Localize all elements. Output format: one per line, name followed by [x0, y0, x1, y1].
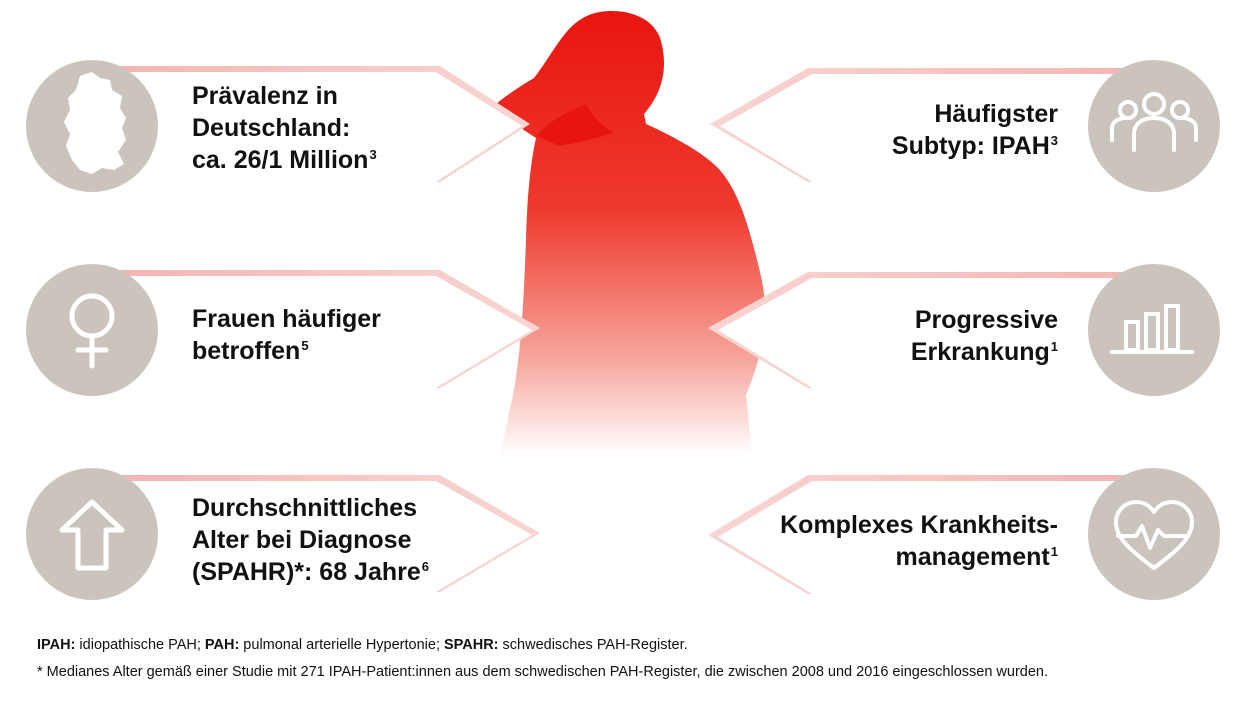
- person-silhouette: [496, 11, 765, 455]
- reference-number: 3: [369, 146, 377, 162]
- abbreviation-term: SPAHR:: [444, 637, 499, 653]
- card-management: [780, 509, 1058, 573]
- reference-number: 1: [1050, 543, 1058, 559]
- card-women: [192, 303, 381, 367]
- card-line: Deutschland:: [192, 114, 351, 142]
- card-line: Alter bei Diagnose: [192, 526, 412, 554]
- footnotes: [37, 632, 1048, 686]
- card-line: Häufigster: [934, 100, 1058, 128]
- card-line: Prävalenz in: [192, 82, 338, 110]
- card-line: (SPAHR)*: 68 Jahre: [192, 558, 421, 586]
- abbreviation-term: PAH:: [204, 637, 240, 653]
- median-age-note: * Medianes Alter gemäß einer Studie mit 271 IPAH-Patient:innen aus dem schwedischen PAH-Register, die zwischen 2008 und 2016 eingeschlossen wurden.: [37, 664, 1049, 680]
- card-line: Komplexes Krankheits-: [780, 511, 1058, 539]
- card-line: Subtyp: IPAH: [891, 132, 1050, 160]
- card-line: ca. 26/1 Million: [192, 146, 369, 174]
- reference-number: 1: [1050, 338, 1058, 354]
- card-line: Frauen häufiger: [192, 305, 381, 333]
- reference-number: 3: [1050, 132, 1058, 148]
- card-line: Progressive: [914, 306, 1058, 334]
- icon-circle: [1088, 468, 1220, 600]
- icon-circle: [26, 264, 158, 396]
- abbreviation-text: schwedisches PAH-Register.: [498, 637, 688, 653]
- abbreviations-line: [37, 632, 1048, 659]
- reference-number: 6: [421, 558, 430, 574]
- reference-number: 5: [301, 337, 309, 353]
- icon-circle: [1088, 60, 1220, 192]
- card-line: management: [895, 543, 1050, 571]
- card-subtype: [892, 98, 1058, 162]
- card-line: Durchschnittliches: [192, 494, 418, 522]
- icon-circle: [26, 468, 158, 600]
- card-progressive: [911, 304, 1058, 368]
- card-age: [192, 492, 429, 588]
- card-prevalence: [192, 80, 377, 176]
- abbreviation-text: pulmonal arterielle Hypertonie;: [239, 637, 444, 653]
- abbreviation-term: IPAH:: [37, 637, 76, 653]
- card-line: betroffen: [192, 337, 301, 365]
- abbreviation-text: idiopathische PAH;: [75, 637, 205, 653]
- card-line: Erkrankung: [910, 338, 1050, 366]
- icon-circle: [1088, 264, 1220, 396]
